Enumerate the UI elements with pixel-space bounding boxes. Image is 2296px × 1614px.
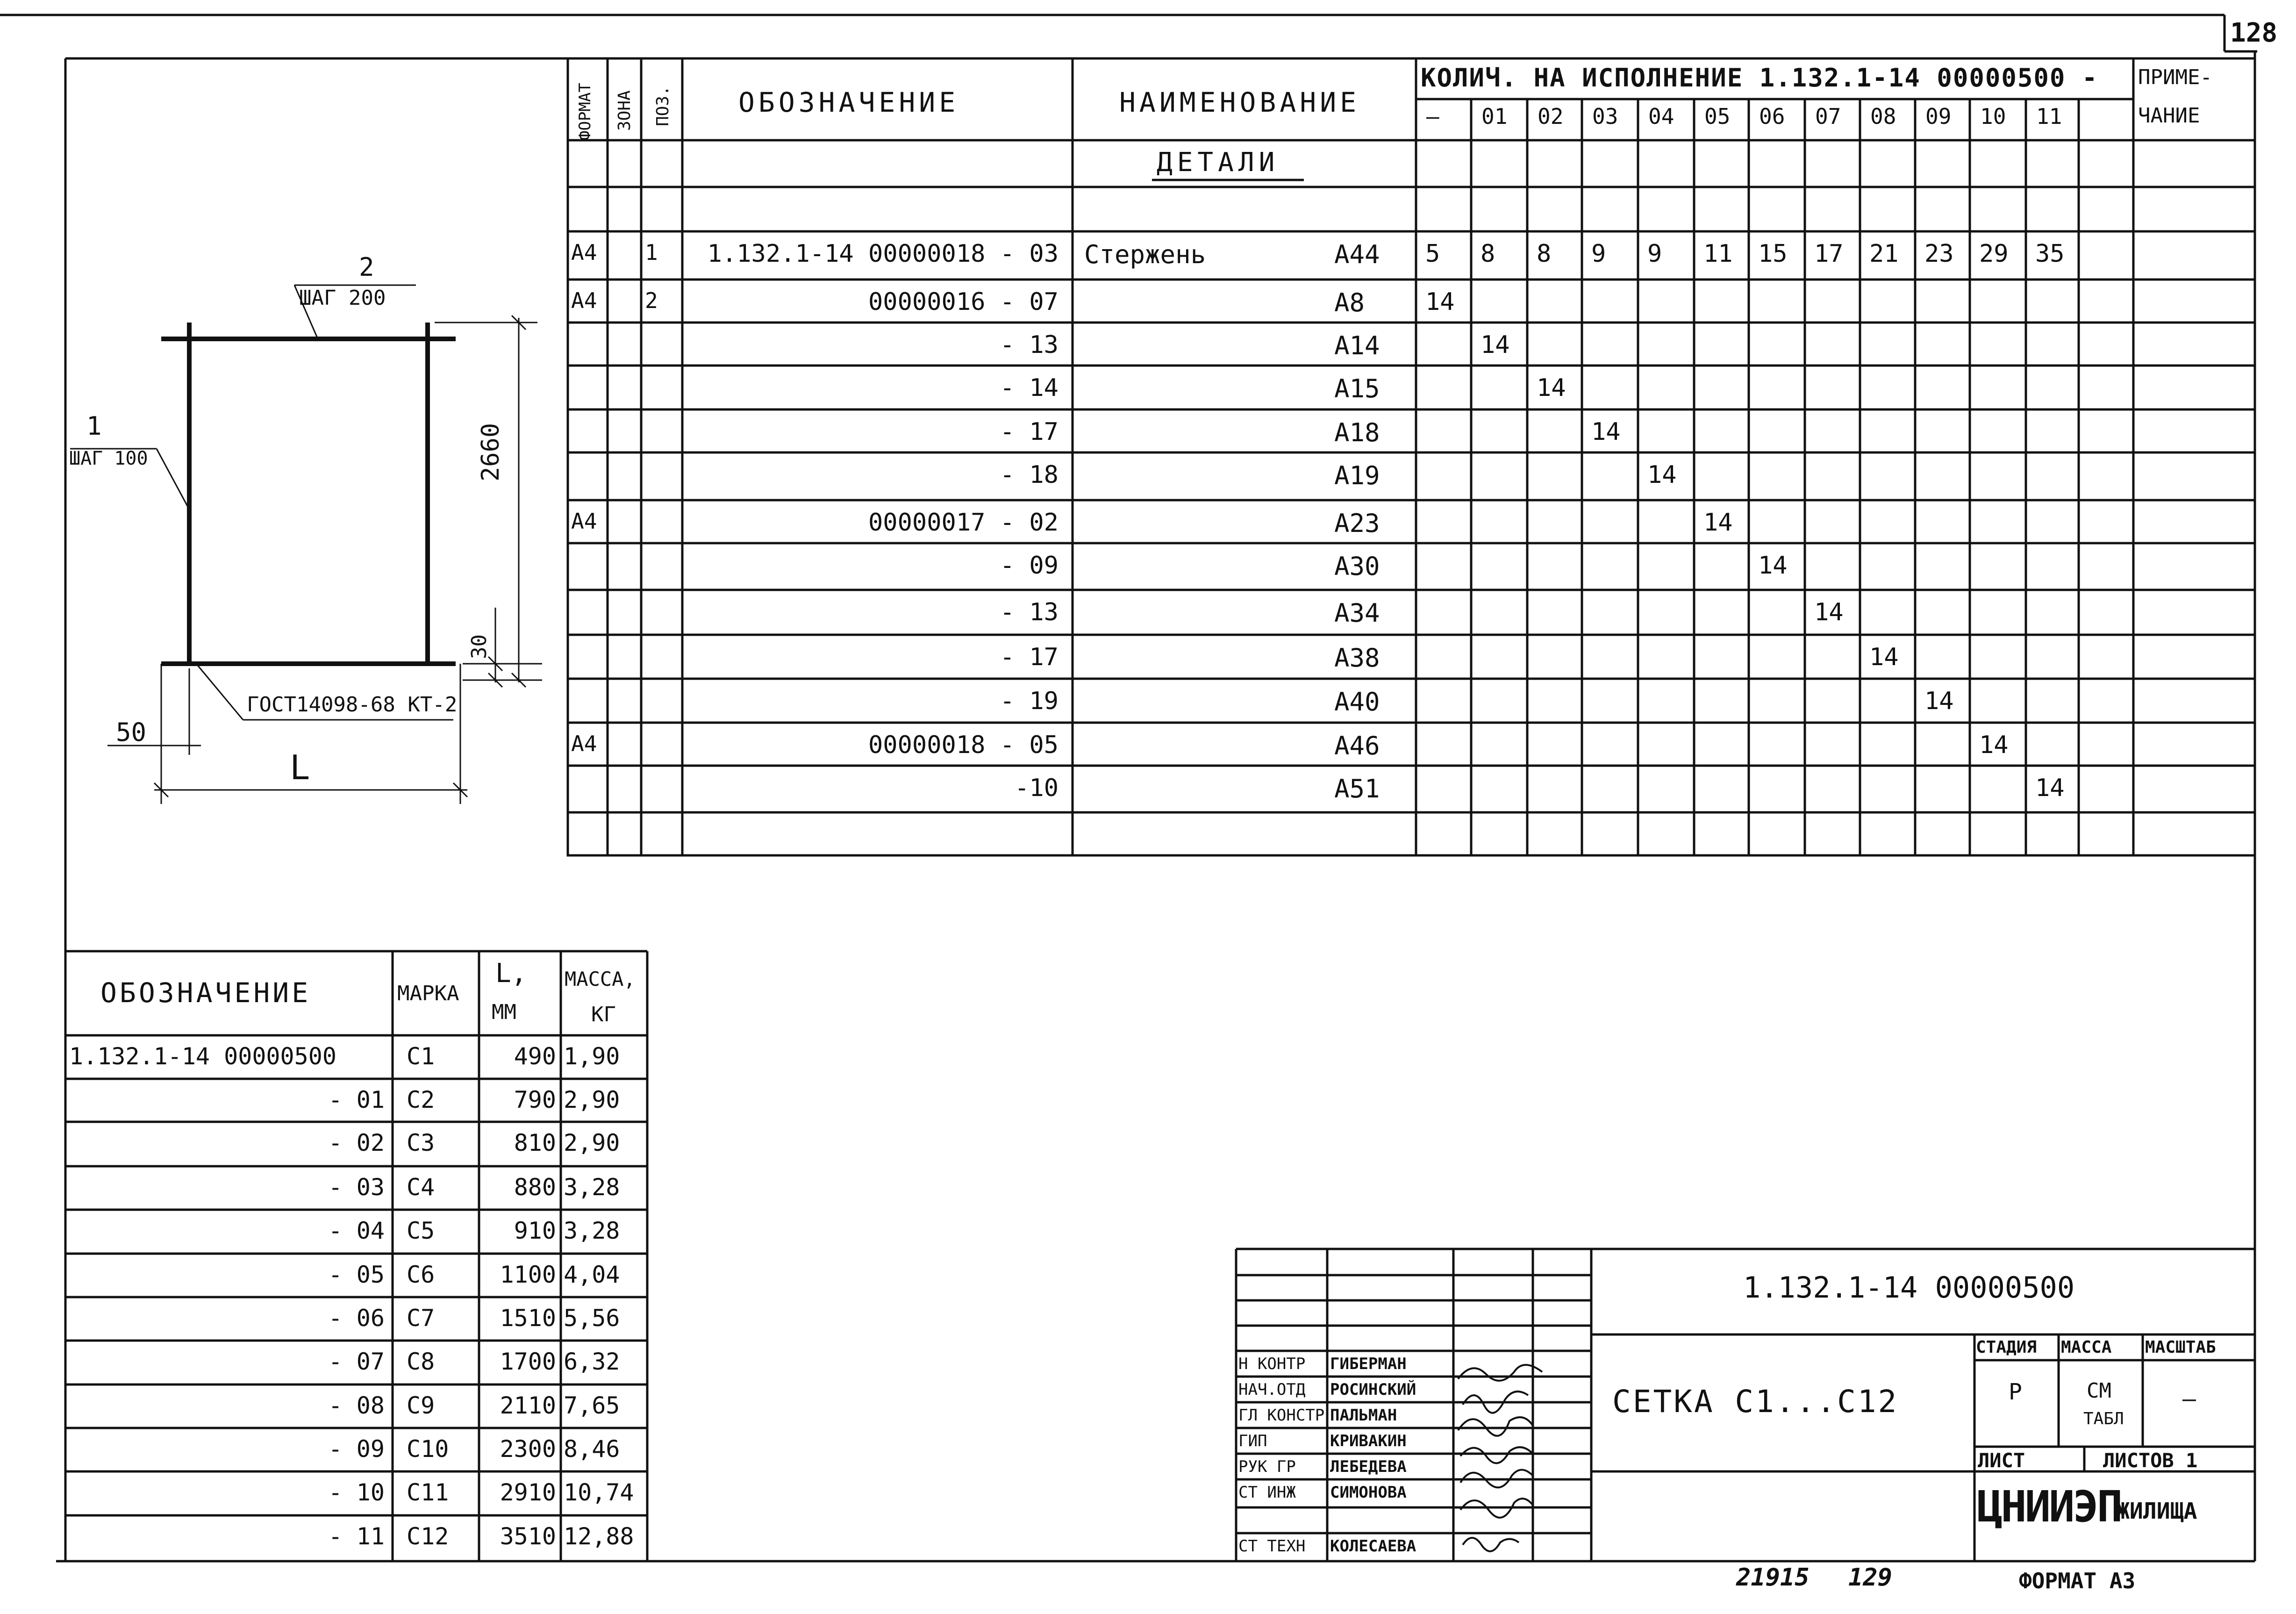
marks-length: 1510 <box>500 1305 556 1332</box>
spec-variant-header: — <box>1426 104 1439 129</box>
spec-designation: 1.132.1-14 00000018 - 03 <box>707 240 1059 268</box>
marks-length: 810 <box>514 1129 556 1156</box>
marks-mark: С8 <box>407 1348 435 1375</box>
spec-variant-header: 02 <box>1538 104 1564 129</box>
stage-label: СТАДИЯ <box>1976 1338 2037 1357</box>
spec-mark: А30 <box>1334 552 1380 581</box>
spec-format: А4 <box>571 240 597 265</box>
spec-mark: А38 <box>1334 643 1380 673</box>
marks-designation: - 04 <box>328 1217 385 1244</box>
dim-small-label: 30 <box>467 634 491 659</box>
mass-label: МАССА <box>2061 1338 2112 1357</box>
marks-mass: 3,28 <box>564 1174 620 1201</box>
spec-mark: А19 <box>1334 461 1380 490</box>
spec-mark: А51 <box>1334 774 1380 803</box>
marks-mark: С4 <box>407 1174 435 1201</box>
spec-qty-cell: 14 <box>1647 461 1677 489</box>
spec-qty-cell: 14 <box>2035 774 2065 802</box>
marks-mark: С2 <box>407 1086 435 1113</box>
spec-format: А4 <box>571 509 597 534</box>
spec-header-note1: ПРИМЕ- <box>2138 65 2212 89</box>
marks-designation: - 09 <box>328 1435 385 1463</box>
spec-qty-cell: 9 <box>1647 240 1662 268</box>
spec-designation: 00000018 - 05 <box>868 731 1059 759</box>
bar1-label: 1 <box>86 411 102 441</box>
spec-variant-header: 10 <box>1980 104 2006 129</box>
signer-name: РОСИНСКИЙ <box>1330 1380 1416 1399</box>
spec-header-pos: ПОЗ. <box>653 86 672 126</box>
dim-height-label: 2660 <box>477 423 505 481</box>
marks-mass: 3,28 <box>564 1217 620 1244</box>
spec-designation: - 17 <box>1000 418 1059 446</box>
marks-length: 1700 <box>500 1348 556 1375</box>
spec-qty-cell: 23 <box>1924 240 1954 268</box>
spec-qty-cell: 29 <box>1979 240 2009 268</box>
spec-qty-cell: 14 <box>1924 687 1954 715</box>
marks-mark: С7 <box>407 1305 435 1332</box>
footer-format: ФОРМАТ А3 <box>2019 1568 2136 1593</box>
spec-designation: - 19 <box>1000 687 1059 715</box>
marks-mass: 4,04 <box>564 1261 620 1288</box>
spec-mark: А44 <box>1334 240 1380 269</box>
marks-header-mark: МАРКА <box>397 982 459 1005</box>
marks-designation: 1.132.1-14 00000500 <box>69 1043 336 1070</box>
marks-mark: С12 <box>407 1523 449 1550</box>
marks-mark: С6 <box>407 1261 435 1288</box>
marks-designation: - 02 <box>328 1129 385 1156</box>
spec-name: Стержень <box>1084 240 1206 269</box>
marks-mark: С5 <box>407 1217 435 1244</box>
scale-label: МАСШТАБ <box>2145 1338 2216 1357</box>
dim-left-label: 50 <box>116 717 147 747</box>
marks-length: 2300 <box>500 1435 556 1463</box>
marks-mark: С11 <box>407 1479 449 1506</box>
sheets-label: ЛИСТОВ 1 <box>2103 1449 2198 1472</box>
spec-format: А4 <box>571 288 597 313</box>
spec-variant-header: 11 <box>2036 104 2062 129</box>
sheet-number: 128 <box>2230 18 2278 48</box>
spec-variant-header: 06 <box>1759 104 1785 129</box>
signature-3 <box>1458 1417 1533 1436</box>
spec-designation: - 17 <box>1000 643 1059 671</box>
marks-mass: 1,90 <box>564 1043 620 1070</box>
spec-mark: А18 <box>1334 418 1380 447</box>
marks-mass: 2,90 <box>564 1086 620 1113</box>
spec-section-title: ДЕТАЛИ <box>1157 147 1280 178</box>
spec-variant-header: 05 <box>1704 104 1731 129</box>
bar2-label: 2 <box>359 252 374 282</box>
spec-qty-cell: 11 <box>1703 240 1733 268</box>
marks-designation: - 01 <box>328 1086 385 1113</box>
spec-header-note2: ЧАНИЕ <box>2138 104 2200 128</box>
signer-name: СИМОНОВА <box>1330 1483 1407 1502</box>
marks-header-designation: ОБОЗНАЧЕНИЕ <box>100 977 311 1009</box>
spec-qty-cell: 8 <box>1537 240 1552 268</box>
marks-length: 3510 <box>500 1523 556 1550</box>
signer-role: СТ ИНЖ <box>1238 1483 1296 1502</box>
spec-designation: - 09 <box>1000 552 1059 580</box>
marks-length: 490 <box>514 1043 556 1070</box>
spec-designation: 00000017 - 02 <box>868 509 1059 537</box>
signer-role: ГЛ КОНСТР <box>1238 1406 1325 1425</box>
marks-mark: С9 <box>407 1392 435 1419</box>
marks-header-length2: ММ <box>492 1000 516 1024</box>
spec-qty-cell: 9 <box>1591 240 1606 268</box>
spec-header-zone: ЗОНА <box>615 90 634 131</box>
spec-qty-cell: 14 <box>1537 374 1566 402</box>
marks-designation: - 05 <box>328 1261 385 1288</box>
stage-value: Р <box>2009 1379 2022 1405</box>
marks-length: 910 <box>514 1217 556 1244</box>
spec-mark: А15 <box>1334 374 1380 403</box>
signer-name: ЛЕБЕДЕВА <box>1330 1457 1407 1476</box>
signer-role: НАЧ.ОТД <box>1238 1380 1306 1399</box>
marks-mass: 12,88 <box>564 1523 634 1550</box>
mass-value1: СМ <box>2087 1379 2111 1403</box>
spec-designation: - 13 <box>1000 331 1059 359</box>
spec-qty-cell: 14 <box>1591 418 1621 446</box>
spec-qty-cell: 35 <box>2035 240 2065 268</box>
spec-variant-header: 04 <box>1648 104 1674 129</box>
marks-designation: - 11 <box>328 1523 385 1550</box>
spec-mark: А8 <box>1334 288 1365 317</box>
marks-mass: 10,74 <box>564 1479 634 1506</box>
dim-length-label: L <box>290 748 310 787</box>
marks-mass: 5,56 <box>564 1305 620 1332</box>
signature-7 <box>1463 1538 1519 1551</box>
scale-value: — <box>2182 1386 2196 1412</box>
marks-mark: С10 <box>407 1435 449 1463</box>
spec-qty-cell: 14 <box>1979 731 2009 759</box>
spec-variant-header: 07 <box>1815 104 1841 129</box>
spec-mark: А40 <box>1334 687 1380 717</box>
spec-format: А4 <box>571 731 597 756</box>
marks-designation: - 10 <box>328 1479 385 1506</box>
marks-mass: 6,32 <box>564 1348 620 1375</box>
marks-length: 2910 <box>500 1479 556 1506</box>
spec-header-name: НАИМЕНОВАНИЕ <box>1119 86 1360 118</box>
spec-designation: - 13 <box>1000 598 1059 626</box>
signatures <box>1458 1365 1542 1551</box>
spec-designation: - 14 <box>1000 374 1059 402</box>
marks-mark: С1 <box>407 1043 435 1070</box>
spec-qty-cell: 14 <box>1481 331 1510 359</box>
org-main: ЦНИИЭП <box>1977 1482 2121 1532</box>
spec-qty-cell: 17 <box>1814 240 1844 268</box>
spec-variant-header: 01 <box>1481 104 1508 129</box>
marks-designation: - 03 <box>328 1174 385 1201</box>
bar1-step: ШАГ 100 <box>69 448 148 469</box>
marks-length: 2110 <box>500 1392 556 1419</box>
signer-role: СТ ТЕХН <box>1238 1537 1306 1556</box>
signer-role: ГИП <box>1238 1432 1267 1450</box>
marks-length: 790 <box>514 1086 556 1113</box>
footer-inventory: 21915 <box>1736 1564 1810 1592</box>
spec-designation: - 18 <box>1000 461 1059 489</box>
marks-header-length1: L, <box>495 958 527 989</box>
footer-page: 129 <box>1848 1564 1892 1592</box>
marks-length: 880 <box>514 1174 556 1201</box>
marks-designation: - 08 <box>328 1392 385 1419</box>
signer-role: Н КОНТР <box>1238 1355 1306 1373</box>
spec-variant-header: 08 <box>1870 104 1896 129</box>
spec-qty-cell: 8 <box>1481 240 1495 268</box>
spec-qty-cell: 14 <box>1758 552 1788 580</box>
marks-length: 1100 <box>500 1261 556 1288</box>
marks-designation: - 07 <box>328 1348 385 1375</box>
document-code: 1.132.1-14 00000500 <box>1743 1270 2075 1305</box>
bar2-step: ШАГ 200 <box>299 286 386 310</box>
spec-header-format: ФОРМАТ <box>576 83 594 140</box>
marks-mass: 2,90 <box>564 1129 620 1156</box>
signer-role: РУК ГР <box>1238 1457 1296 1476</box>
spec-mark: А14 <box>1334 331 1380 360</box>
signer-name: КОЛЕСАЕВА <box>1330 1537 1416 1556</box>
spec-designation: 00000016 - 07 <box>868 288 1059 316</box>
spec-qty-cell: 21 <box>1869 240 1899 268</box>
spec-variant-header: 09 <box>1925 104 1952 129</box>
signer-name: КРИВАКИН <box>1330 1432 1407 1450</box>
spec-qty-cell: 14 <box>1814 598 1844 626</box>
marks-header-mass2: КГ <box>591 1003 616 1026</box>
marks-mark: С3 <box>407 1129 435 1156</box>
org-sub: ЖИЛИЩА <box>2116 1498 2197 1524</box>
marks-mass: 8,46 <box>564 1435 620 1463</box>
signature-4 <box>1460 1447 1533 1463</box>
spec-position: 2 <box>645 288 658 313</box>
signer-name: ПАЛЬМАН <box>1330 1406 1397 1425</box>
spec-qty-cell: 14 <box>1703 509 1733 537</box>
spec-qty-cell: 14 <box>1425 288 1455 316</box>
spec-designation: -10 <box>1015 774 1059 802</box>
spec-qty-cell: 15 <box>1758 240 1788 268</box>
spec-mark: А23 <box>1334 509 1380 538</box>
weld-note: ГОСТ14098-68 КТ-2 <box>247 693 458 717</box>
marks-header-mass1: МАССА, <box>565 968 636 990</box>
spec-variant-header: 03 <box>1592 104 1618 129</box>
signature-1 <box>1458 1365 1542 1381</box>
sheet-label: ЛИСТ <box>1978 1449 2025 1472</box>
spec-position: 1 <box>645 240 658 265</box>
spec-qty-cell: 14 <box>1869 643 1899 671</box>
marks-designation: - 06 <box>328 1305 385 1332</box>
spec-mark: А34 <box>1334 598 1380 628</box>
marks-mass: 7,65 <box>564 1392 620 1419</box>
spec-header-qty: КОЛИЧ. НА ИСПОЛНЕНИЕ 1.132.1-14 00000500 - <box>1421 63 2098 93</box>
mass-value2: ТАБЛ <box>2083 1409 2124 1428</box>
spec-header-designation: ОБОЗНАЧЕНИЕ <box>738 86 959 118</box>
signer-name: ГИБЕРМАН <box>1330 1355 1407 1373</box>
spec-mark: А46 <box>1334 731 1380 760</box>
spec-qty-cell: 5 <box>1425 240 1440 268</box>
drawing-title: СЕТКА С1...С12 <box>1612 1384 1899 1420</box>
